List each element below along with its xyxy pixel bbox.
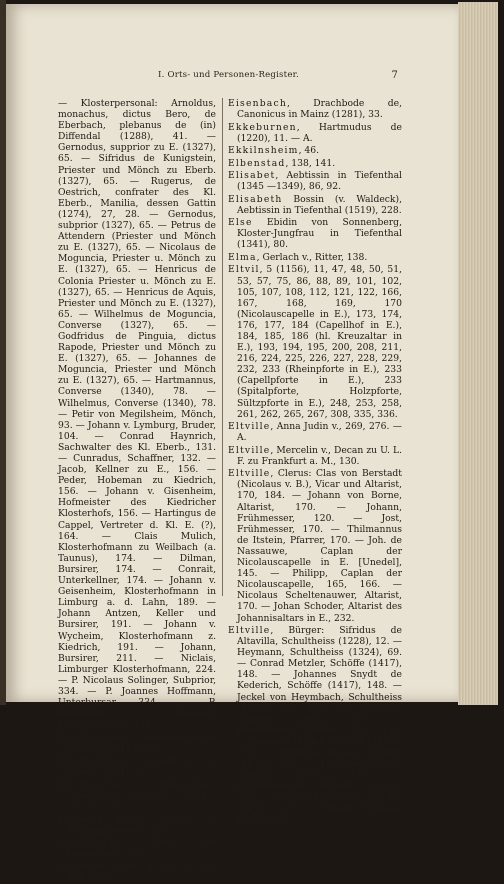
entry-keyword: Eberhardus bbox=[58, 778, 125, 790]
entry-keyword: Ekkilnsheim bbox=[228, 145, 299, 157]
entry-text: , Hartmudus de (1220), 11. — A. bbox=[237, 121, 402, 144]
index-entry bbox=[228, 122, 402, 144]
index-entry bbox=[228, 445, 402, 467]
entry-keyword: Elma bbox=[228, 251, 257, 263]
entry-keyword: Eltville bbox=[228, 625, 271, 636]
entry-keyword: Elisabet bbox=[228, 170, 276, 182]
entry-keyword: Eisenbach bbox=[228, 98, 287, 109]
entry-keyword: Eberhardus bbox=[58, 755, 125, 767]
index-entry bbox=[58, 755, 216, 777]
entry-keyword: Else bbox=[228, 217, 253, 229]
entry-text: , Anna Judin v., 269, 276. — A. bbox=[237, 421, 402, 444]
index-entry bbox=[228, 98, 402, 120]
entry-text: , 46. bbox=[298, 145, 320, 157]
entry-keyword: Eltvil bbox=[228, 264, 260, 276]
index-entry bbox=[58, 98, 216, 730]
entry-text: , Babenbergensis episcopus (1158), 6. bbox=[67, 731, 216, 754]
running-title: I. Orts- und Personen-Register. bbox=[158, 70, 299, 80]
index-entry bbox=[228, 145, 402, 156]
entry-keyword: Eckardt bbox=[58, 813, 104, 825]
index-entry bbox=[228, 468, 402, 623]
entry-text: , Mercelin v., Decan zu U. L. F. zu Frankfurt a. M., 130. bbox=[237, 444, 402, 467]
index-entry bbox=[228, 625, 402, 825]
entry-text: , Clerus: Clas von Berstadt (Nicolaus v. B.), Vicar und Altarist, 170, 184. — Johann von Borne, Altarist, 170. — Johann, Frühmesser, 120. — Jost, Frühmesser, 170. — Thilmannus de Itstein, Pfarrer, 170. — Joh. de Nassauwe, Caplan der Nicolauscapelle in E. [Unedel], 145. — Philipp, Caplan der Nicolauscapelle, 165, 166. — Nicolaus Scheltenauwer, Altarist, 170. — Johan Schoder, Altarist des Johannisaltars in E., 232. bbox=[237, 468, 402, 624]
entry-text: , scolasticus in Mainz (1281), 33. bbox=[67, 755, 216, 778]
entry-text: , Hanns, Schöffe zu Asmannshausen, 320. bbox=[67, 813, 216, 836]
index-entry bbox=[228, 421, 402, 443]
index-entry bbox=[228, 264, 402, 419]
index-entry bbox=[228, 217, 402, 250]
index-entry bbox=[58, 861, 216, 883]
entry-text: , Gerlach v., Ritter, 138. bbox=[256, 251, 368, 263]
entry-keyword: Elbenstad bbox=[228, 157, 286, 169]
entry-text: , Aebtissin in Tiefenthal (1345 —1349), 86, 92. bbox=[237, 170, 402, 193]
entry-text: (Everardus), camerarius Mogunt. (1274—78), 25, 30. bbox=[67, 778, 216, 813]
entry-text: , Bürger: Sifridus de Altavilla, Schultheiss (1228), 12. — Heymann, Schultheiss (1324), 69. — Conrad Metzler, Schöffe (1417), 148. — Johannes Snydt de Kederich, Schöffe (1417), 148. — Jeckel von Heymbach, Schultheiss (1433), 170. Petir von Berstad, Schöffe (1433), 170. — Frunthenne, Schöffe (1433), 170. — Conrad Metzler, Schöffe (1433), 170. — Syfridus Henne, Schöffe (1433), 170. — Hamman Goisel, Schöffe (1433), 170. — Engelcheintze, Schöffe (1433), 170. — Henchin Hoenberg, Schöffe (1433), 170. — Henne Nurode, Rathsherr bbox=[237, 625, 402, 825]
entry-text: , 138, 141. bbox=[285, 157, 336, 169]
entry-keyword: Ekkeburnen bbox=[228, 121, 297, 133]
entry-keyword: Eltville bbox=[228, 421, 271, 433]
index-entry bbox=[228, 252, 402, 263]
index-entry bbox=[228, 158, 402, 169]
left-column bbox=[58, 98, 216, 884]
entry-keyword: Elisabeth bbox=[228, 193, 283, 205]
running-header bbox=[58, 70, 398, 84]
right-column bbox=[228, 98, 402, 826]
entry-keyword: Eltville bbox=[228, 444, 271, 456]
entry-text: Ebidin von Sonnenberg, Kloster-Jungfrau in Tiefenthal (1341), 80. bbox=[237, 217, 402, 251]
index-entry bbox=[58, 779, 216, 812]
entry-text: , Drachbode de, Canonicus in Mainz (1281), 33. bbox=[237, 98, 402, 121]
entry-keyword: Eberhardus bbox=[58, 731, 125, 743]
page-number: 7 bbox=[391, 70, 398, 81]
index-entry bbox=[228, 194, 402, 216]
entry-keyword: Egelsbach bbox=[58, 837, 117, 849]
entry-text: Bossin (v. Waldeck), Aebtissin in Tiefenthal (1519), 228. bbox=[237, 193, 402, 216]
index-entry bbox=[58, 732, 216, 754]
entry-keyword: Eltville bbox=[228, 468, 271, 480]
index-entry bbox=[58, 837, 216, 859]
entry-text: (Dorf), 1, (1071) 125, 221, 299. bbox=[67, 860, 216, 883]
entry-text: , (Dorf bei Darmstadt), 138. bbox=[67, 837, 216, 860]
entry-text: — Klosterpersonal: Arnoldus, monachus, dictus Bero, de Eberbach, plebanus de (in) Diffendal (1288), 41. — Gernodus, supprior zu E. (1327), 65. — Sifridus de Kunigstein, Priester und Mönch zu Eberb. (1327), 65. — Rugerus, de Oestrich, confrater des Kl. Eberb., Manilia, dessen Gattin (1274), 27, 28. — Gernodus, subprior (1327), 65. — Petrus de Attendern (Priester und Mönch zu E. (1327), 65. — Nicolaus de Moguncia, Priester u. Mönch zu E. (1327), 65. — Henricus de Colonia Priester u. Mönch zu E. (1327), 65. — Henricus de Aquis, Priester und Mönch zu E. (1327), 65. — Wilhelmus de Moguncia, Converse (1327), 65. — Godfridus de Pinguia, dictus Rapode, Priester und Mönch zu E. (1327), 65. — Johannes de Moguncia, Priester und Mönch zu E. (1327), 65. — Hartmannus, Converse (1340), 78. — Wilhelmus, Converse (1340), 78. — Petir von Megilsheim, Mönch, 93. — Johann v. Lymburg, Bruder, 104. — Conrad Haynrich, Sachwalter des Kl. Eberb., 131. — Cunradus, Schaffner, 132. — Jacob, Kellner zu E., 156. — Peder, Hobeman zu Kiedrich, 156. — Johann v. Gisenheim, Hofmeister des Kiedricher Klosterhofs, 156. — Hartingus de Cappel, Vertreter d. Kl. E. (?), 164. — Clais Mulich, Klosterhofmann zu Weilbach (a. Taunus), 174. — Dilman, Bursirer, 174. — Conrait, Unterkellner, 174. — Johann v. Geisenheim, Klosterhofmann in Limburg a. d. Lahn, 189. — Johann Antzen, Keller und Bursirer, 191. — Johann v. Wycheim, Klosterhofmann z. Kiedrich, 191. — Johann, Bursirer, 211. — Niclais, Limburger Klosterhofmann, 224. — P. Nicolaus Solinger, Subprior, 334. — P. Joannes Hoffmann, Unterbursar, 334. — P. Benedictus Wigandt, Küchenmeister, 334. bbox=[58, 98, 216, 731]
entry-text: , 5 (1156), 11, 47, 48, 50, 51, 53, 57, 75, 86, 88, 89, 101, 102, 105, 107, 108, 112, 121, 122, 166, 167, 168, 169, 170 (Nicolauscapelle in E.), 173, 174, 176, 177, 184 (Capellhof in E.), 184, 185, 186 (hl. Kreuzaltar in E.), 193, 194, 195, 200, 208, 211, 216, 224, 225, 226, 227, 228, 229, 232, 233 (Rheinpforte in E.), 233 (Capellpforte in E.), 233 (Spitalpforte, Holzpforte, Sültzpforte in E.), 248, 253, 258, 261, 262, 265, 267, 308, 335, 336. bbox=[237, 264, 402, 420]
index-entry bbox=[228, 170, 402, 192]
entry-keyword: Eibingen bbox=[58, 860, 110, 872]
column-rule bbox=[222, 98, 223, 596]
index-entry bbox=[58, 814, 216, 836]
page-edges bbox=[458, 2, 498, 705]
